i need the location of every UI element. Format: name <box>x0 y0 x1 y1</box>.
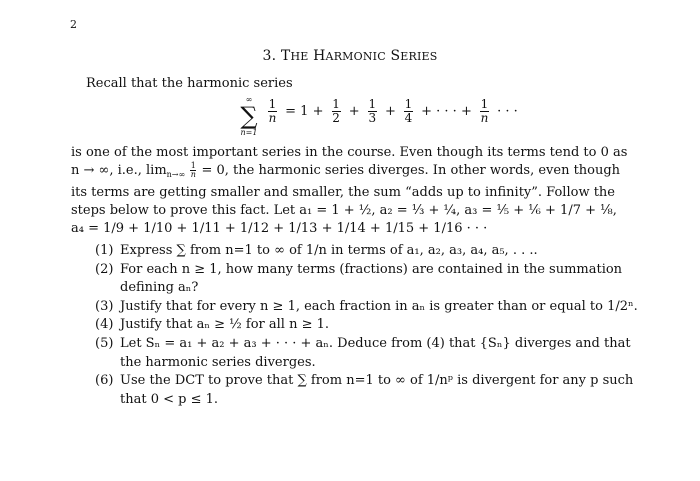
paragraph-line: a₄ = 1/9 + 1/10 + 1/11 + 1/12 + 1/13 + 1/14 + 1/15 + 1/16 · · · <box>71 221 488 236</box>
list-item: (1) Express ∑ from n=1 to ∞ of 1/n in terms of a₁, a₂, a₃, a₄, a₅, . . .. <box>95 243 538 258</box>
summation-symbol: ∞ ∑ n=1 <box>240 95 258 137</box>
list-item: (6) Use the DCT to prove that ∑ from n=1 to ∞ of 1/nᵖ is divergent for any p such that 0 < p ≤ 1. <box>95 373 634 407</box>
list-item: (2) For each n ≥ 1, how many terms (fractions) are contained in the summation defining aₙ? <box>95 261 623 296</box>
list-item: (5) Let Sₙ = a₁ + a₂ + a₃ + · · · + aₙ. Deduce from (4) that {Sₙ} diverges and that the harmonic series diverges. <box>95 335 631 370</box>
title-word-harmonic: HARMONIC <box>313 48 386 64</box>
title-word-the: THE <box>280 48 309 64</box>
paragraph-line: steps below to prove this fact. Let a₁ = 1 + ½, a₂ = ⅓ + ¼, a₃ = ⅕ + ⅙ + 1/7 + ⅛, <box>71 203 617 218</box>
section-title <box>0 48 700 64</box>
page-number: 2 <box>70 18 77 31</box>
paragraph-line: n → ∞, i.e., $\lim_{n\to\infty}$ $\frac{1}{n}$ = 0, the harmonic series diverges. In other words, even though <box>71 161 621 179</box>
list-item: (4) Justify that aₙ ≥ ½ for all n ≥ 1. <box>95 317 330 333</box>
list-item: (3) Justify that for every n ≥ 1, each fraction in aₙ is greater than or equal to 1/2ⁿ. <box>95 298 638 314</box>
exercise-list <box>95 242 640 409</box>
body-paragraph <box>71 144 639 238</box>
title-word-series: SERIES <box>390 48 438 64</box>
paragraph-line: its terms are getting smaller and smaller, the sum “adds up to infinity”. Follow the <box>71 185 615 200</box>
paragraph-line: is one of the most important series in the course. Even though its terms tend to 0 as <box>71 145 628 160</box>
section-number: 3. <box>262 48 277 64</box>
intro-text: Recall that the harmonic series <box>86 76 293 91</box>
equation-terms: $\frac{1}{n}$ = 1 + $\frac{1}{2}$ + $\frac{1}{3}$ + $\frac{1}{4}$ + · · · + $\frac{1}{n}$ · · · <box>268 97 518 125</box>
